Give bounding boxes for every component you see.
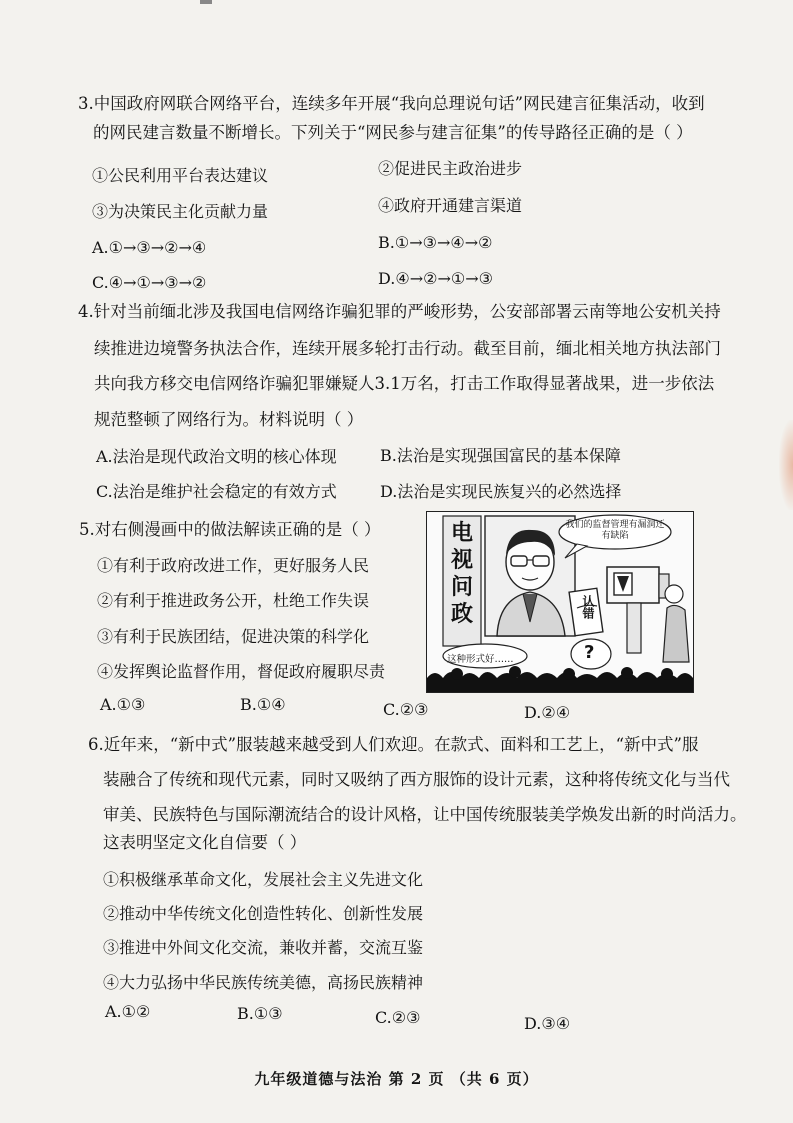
q6-item-1: ①积极继承革命文化，发展社会主义先进文化 — [103, 870, 424, 889]
cartoon-sign-text: 认错 — [581, 595, 595, 619]
cartoon-speech-text: 这种形式好…… — [447, 654, 514, 665]
q4-stem-line-3: 共向我方移交电信网络诈骗犯罪嫌疑人3.1万名，打击工作取得显著战果，进一步依法 — [94, 374, 715, 393]
q6-stem-line-3: 审美、民族特色与国际潮流结合的设计风格，让中国传统服装美学焕发出新的时尚活力。 — [103, 805, 747, 824]
q5-choice-b: B.①④ — [240, 695, 286, 714]
q6-stem-line-2: 装融合了传统和现代元素，同时又吸纳了西方服饰的设计元素，这种将传统文化与当代 — [103, 770, 730, 789]
q3-item-2: ②促进民主政治进步 — [378, 159, 523, 178]
q3-choice-a: A.①→③→②→④ — [92, 238, 207, 257]
q3-item-3: ③为决策民主化贡献力量 — [92, 202, 269, 221]
q5-item-4: ④发挥舆论监督作用，督促政府履职尽责 — [97, 662, 386, 681]
q3-choice-c: C.④→①→③→② — [92, 273, 207, 292]
q5-item-2: ②有利于推进政务公开，杜绝工作失误 — [97, 591, 370, 610]
tv-inquiry-cartoon — [426, 511, 694, 693]
q3-choice-b: B.①→③→④→② — [378, 233, 493, 252]
q4-choice-c: C.法治是维护社会稳定的有效方式 — [96, 482, 337, 501]
q6-choice-b: B.①③ — [237, 1004, 283, 1023]
q6-stem-line-1: 6.近年来，“新中式”服装越来越受到人们欢迎。在款式、面料和工艺上，“新中式”服 — [88, 735, 699, 754]
q6-choice-c: C.②③ — [375, 1008, 421, 1027]
q3-item-4: ④政府开通建言渠道 — [378, 196, 523, 215]
q3-stem-line-2: 的网民建言数量不断增长。下列关于“网民参与建言征集”的传导路径正确的是（ ） — [93, 123, 693, 142]
q5-item-3: ③有利于民族团结，促进决策的科学化 — [97, 627, 370, 646]
q6-stem-line-4: 这表明坚定文化自信要（ ） — [103, 833, 307, 852]
q5-item-1: ①有利于政府改进工作，更好服务人民 — [97, 556, 370, 575]
cartoon-bubble-text: 我们的监督管理有漏洞还有缺陷 — [565, 520, 665, 541]
q6-item-3: ③推进中外间文化交流，兼收并蓄，交流互鉴 — [103, 938, 424, 957]
q5-stem: 5.对右侧漫画中的做法解读正确的是（ ） — [79, 520, 381, 539]
cartoon-title: 电视问政 — [450, 521, 473, 627]
q3-stem-line-1: 3.中国政府网联合网络平台，连续多年开展“我向总理说句话”网民建言征集活动，收到 — [78, 94, 705, 113]
q4-choice-d: D.法治是实现民族复兴的必然选择 — [380, 482, 622, 501]
q3-choice-d: D.④→②→①→③ — [378, 269, 493, 288]
q3-item-1: ①公民利用平台表达建议 — [92, 166, 269, 185]
page-footer: 九年级道德与法治 第 2 页 （共 6 页） — [254, 1070, 539, 1088]
scan-edge-shadow — [779, 420, 793, 510]
q5-choice-a: A.①③ — [100, 695, 146, 714]
q4-choice-a: A.法治是现代政治文明的核心体现 — [96, 447, 337, 466]
q4-stem-line-2: 续推进边境警务执法合作，连续开展多轮打击行动。截至目前，缅北相关地方执法部门 — [94, 339, 721, 358]
q4-stem-line-1: 4.针对当前缅北涉及我国电信网络诈骗犯罪的严峻形势，公安部部署云南等地公安机关持 — [78, 302, 721, 321]
q6-item-2: ②推动中华传统文化创造性转化、创新性发展 — [103, 904, 424, 923]
q6-choice-a: A.①② — [105, 1002, 151, 1021]
q5-choice-c: C.②③ — [383, 700, 429, 719]
q4-stem-line-4: 规范整顿了网络行为。材料说明（ ） — [94, 410, 364, 429]
q5-choice-d: D.②④ — [524, 703, 571, 722]
q6-item-4: ④大力弘扬中华民族传统美德，高扬民族精神 — [103, 973, 424, 992]
q6-choice-d: D.③④ — [524, 1014, 571, 1033]
scan-mark — [200, 0, 212, 4]
cartoon-question-mark: ? — [584, 642, 595, 663]
q4-choice-b: B.法治是实现强国富民的基本保障 — [380, 446, 621, 465]
